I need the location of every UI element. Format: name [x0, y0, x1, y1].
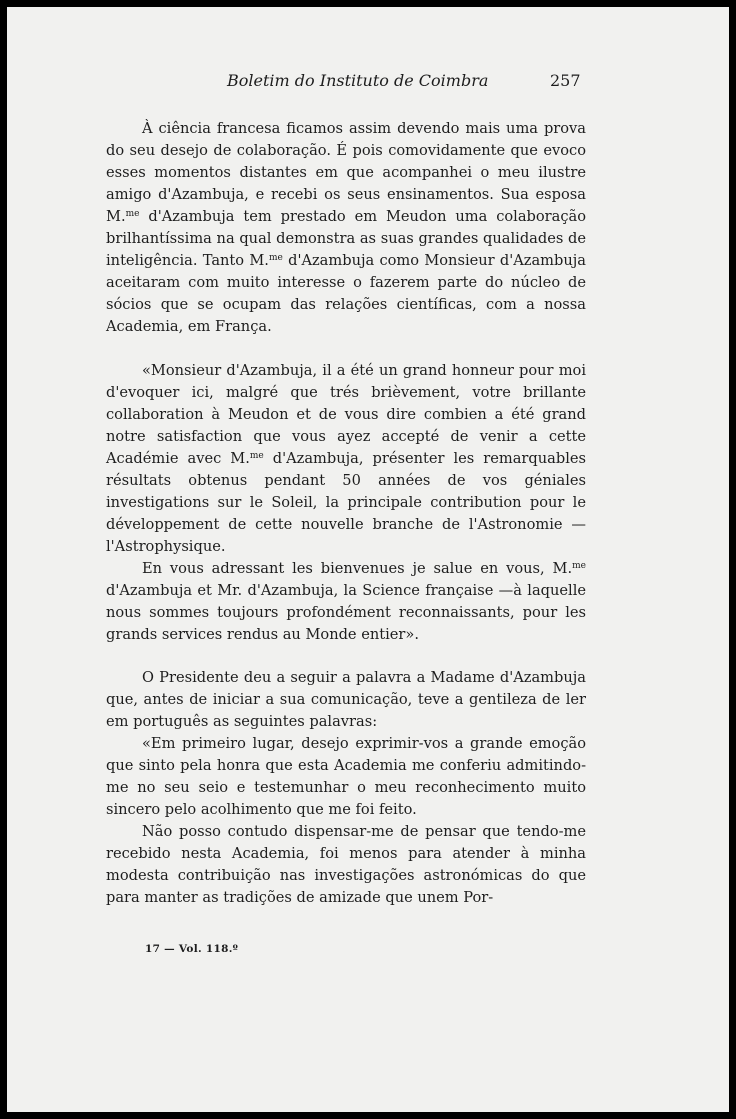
superscript-me: me: [572, 561, 586, 571]
paragraph-2-part-b: d'Azambuja, présenter les remarquables résultats obtenus pendant 50 années de vos géniales investigations sur le Soleil, la principale contribution pour le développement de cette nouvelle branche de l'Astronomie — l'Astrophysique.: [106, 450, 586, 555]
paragraph-1-part-b: d'Azambuja tem prestado em Meudon uma colaboração brilhantíssima na qual demonstra as suas grandes qualidades de inteligência. Tanto M.: [106, 208, 586, 269]
superscript-me: me: [249, 451, 264, 461]
superscript-me: me: [268, 253, 283, 263]
page-number: 257: [550, 71, 581, 90]
paragraph-2-part-a: «Monsieur d'Azambuja, il a été un grand honneur pour moi d'evoquer ici, malgré que trés brièvement, votre brillante collaboration à Meudon et de vous dire combien a été grand notre satisfaction que vous ayez accepté de venir a cette Académie avec M.: [106, 362, 586, 467]
paragraph-5: «Em primeiro lugar, desejo exprimir-vos a grande emoção que sinto pela honra que esta Academia me conferiu admitindo-me no seu seio e testemunhar o meu reconhecimento muito sincero pelo acolhimento que me foi feito.: [106, 735, 586, 818]
paragraph-2: [106, 360, 586, 558]
page-header: [7, 71, 729, 97]
superscript-me: me: [125, 209, 140, 219]
paragraph-3: [106, 558, 586, 646]
paragraph-1: [106, 118, 586, 338]
paragraph-4: O Presidente deu a seguir a palavra a Madame d'Azambuja que, antes de iniciar a sua comunicação, teve a gentileza de ler em português as seguintes palavras:: [106, 669, 586, 730]
paragraph-1-part-c: d'Azambuja como Monsieur d'Azambuja aceitaram com muito interesse o fazerem parte do núcleo de sócios que se ocupam das relações científicas, com a nossa Academia, em França.: [106, 252, 586, 335]
paragraph-1-part-a: À ciência francesa ficamos assim devendo mais uma prova do seu desejo de colaboração. É pois comovidamente que evoco esses momentos distantes em que acompanhei o meu ilustre amigo d'Azambuja, e recebi os seus ensinamentos. Sua esposa M.: [106, 120, 586, 225]
paragraph-3-part-b: d'Azambuja et Mr. d'Azambuja, la Science française —à laquelle nous sommes toujours profondément reconnaissants, pour les grands services rendus au Monde entier».: [106, 582, 586, 643]
running-title: Boletim do Instituto de Coimbra: [227, 71, 489, 90]
document-page: [7, 7, 729, 1112]
paragraph-6: Não posso contudo dispensar-me de pensar que tendo-me recebido nesta Academia, foi menos para atender à minha modesta contribuição nas investigações astronómicas do que para manter as tradições de amizade que unem Por-: [106, 823, 586, 906]
paragraph-3-part-a: En vous adressant les bienvenues je salue en vous, M.: [142, 560, 573, 577]
body-text: [106, 118, 586, 909]
signature-mark: 17 — Vol. 118.º: [145, 943, 239, 955]
